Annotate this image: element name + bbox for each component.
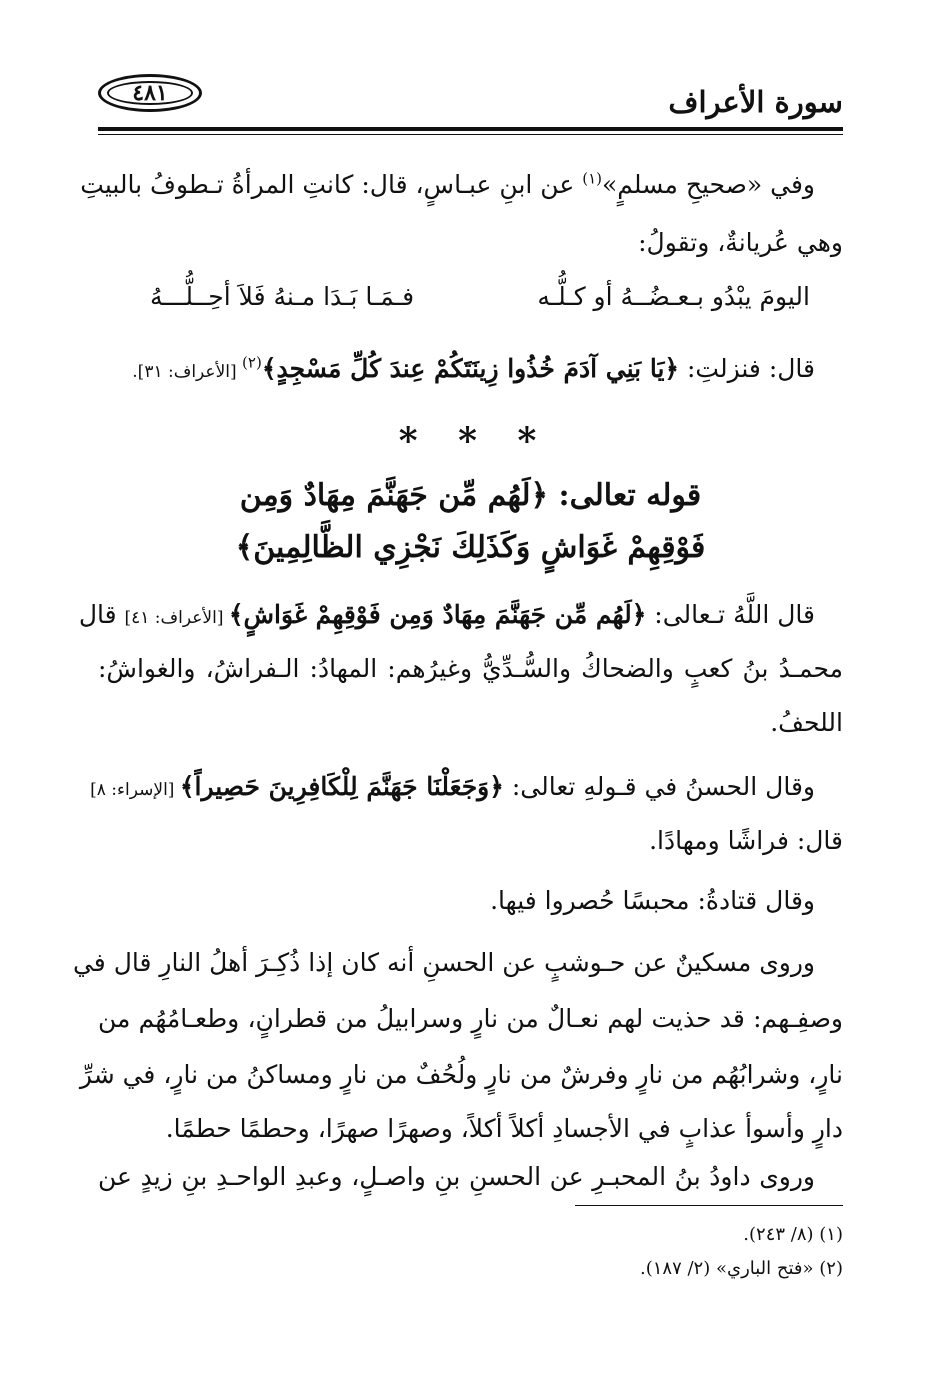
body-line-10: وروى مسكينٌ عن حـوشبٍ عن الحسنِ أنه كان إذا ذُكِـرَ أهلُ النارِ قال في bbox=[72, 948, 815, 977]
verse-second-hemistich: فـمَـا بَـدَا مـنهُ فَلاَ أحِــلُّـــهُ bbox=[150, 282, 415, 311]
verse-reference: [الأعراف: ٤١] bbox=[124, 608, 229, 628]
section-heading-line-1: قوله تعالى: ﴿لَهُم مِّن جَهَنَّمَ مِهَادٌ وَمِن bbox=[239, 478, 702, 513]
body-line-11: وصفِـهم: قد حذيت لهم نعـالٌ من نارٍ وسرابيلُ من قطرانٍ، وطعـامُهُم من bbox=[98, 1004, 843, 1033]
body-line-13: دارٍ وأسوأ عذابٍ في الأجسادِ أكلاً أكلاً، وصهرًا صهرًا، وحطمًا حطمًا. bbox=[165, 1114, 843, 1143]
body-line-6: اللحفُ. bbox=[770, 708, 843, 737]
body-line-9: وقال قتادةُ: محبسًا حُصروا فيها. bbox=[490, 886, 815, 915]
footnote-2: (٢) «فتح الباري» (٢/ ١٨٧). bbox=[639, 1258, 843, 1279]
footnote-separator bbox=[575, 1205, 843, 1206]
body-line-14: وروى داودُ بنُ المحبـرِ عن الحسنِ بنِ واصـلٍ، وعبدِ الواحـدِ بنِ زيدٍ عن bbox=[98, 1162, 815, 1191]
body-line-8: قال: فراشًا ومهادًا. bbox=[649, 826, 843, 855]
body-line-7: وقال الحسنُ في قـولهِ تعالى: ﴿وَجَعَلْنَا جَهَنَّمَ لِلْكَافِرِينَ حَصِيراً﴾ [الإسراء: ٨] bbox=[90, 772, 815, 801]
body-line-3: قال: فنزلتِ: ﴿يَا بَنِي آدَمَ خُذُوا زِينَتَكُمْ عِندَ كُلِّ مَسْجِدٍ﴾$^{(٢)}$ [الأعراف: ٣١]. bbox=[132, 353, 815, 383]
body-line-1: وفي «صحيحِ مسلمٍ»$^{(١)}$ عن ابنِ عبـاسٍ، قال: كانتِ المرأةُ تـطوفُ بالبيتِ bbox=[80, 169, 815, 199]
verse-reference: [الإسراء: ٨] bbox=[90, 780, 180, 800]
page-number: ٤٨١ bbox=[132, 80, 168, 106]
footnote-ref-2: (٢) bbox=[242, 353, 262, 372]
body-line-4: قال اللَّهُ تـعالى: ﴿لَهُم مِّن جَهَنَّمَ مِهَادٌ وَمِن فَوْقِهِمْ غَوَاشٍ﴾ [الأعراف: ٤١] قال bbox=[78, 600, 815, 629]
verse-reference: [الأعراف: ٣١]. bbox=[132, 362, 243, 382]
surah-title: سورة الأعراف bbox=[668, 85, 843, 119]
section-heading-line-2: فَوْقِهِمْ غَوَاشٍ وَكَذَلِكَ نَجْزِي الظَّالِمِينَ﴾ bbox=[235, 530, 706, 565]
quran-quote: ﴿وَجَعَلْنَا جَهَنَّمَ لِلْكَافِرِينَ حَصِيراً﴾ bbox=[179, 772, 504, 801]
body-line-2: وهي عُريانةٌ، وتقولُ: bbox=[638, 228, 843, 257]
footnote-ref-1: (١) bbox=[582, 169, 602, 188]
header-rule-thin bbox=[98, 134, 843, 135]
body-line-12: نارٍ، وشرابُهُم من نارٍ وفرشٌ من نارٍ ولُحُفٌ من نارٍ ومساكنُ من نارٍ، في شرِّ bbox=[79, 1060, 843, 1089]
header-rule-thick bbox=[98, 127, 843, 131]
page-header bbox=[98, 58, 843, 128]
verse-first-hemistich: اليومَ يبْدُو بـعـضُــهُ أو كـلُّـه bbox=[537, 282, 810, 311]
body-line-5: محمـدُ بنُ كعبٍ والضحاكُ والسُّـدِّيُّ وغيرُهم: المهادُ: الـفراشُ، والغواشُ: bbox=[98, 654, 843, 683]
page-number-badge bbox=[98, 74, 202, 112]
footnote-1: (١) (٨/ ٢٤٣). bbox=[743, 1224, 843, 1245]
section-separator: * * * bbox=[398, 420, 551, 462]
quran-quote: ﴿لَهُم مِّن جَهَنَّمَ مِهَادٌ وَمِن فَوْقِهِمْ غَوَاشٍ﴾ bbox=[228, 600, 647, 629]
poetry-verse bbox=[150, 282, 810, 322]
quran-quote: ﴿يَا بَنِي آدَمَ خُذُوا زِينَتَكُمْ عِندَ كُلِّ مَسْجِدٍ﴾ bbox=[261, 354, 680, 383]
